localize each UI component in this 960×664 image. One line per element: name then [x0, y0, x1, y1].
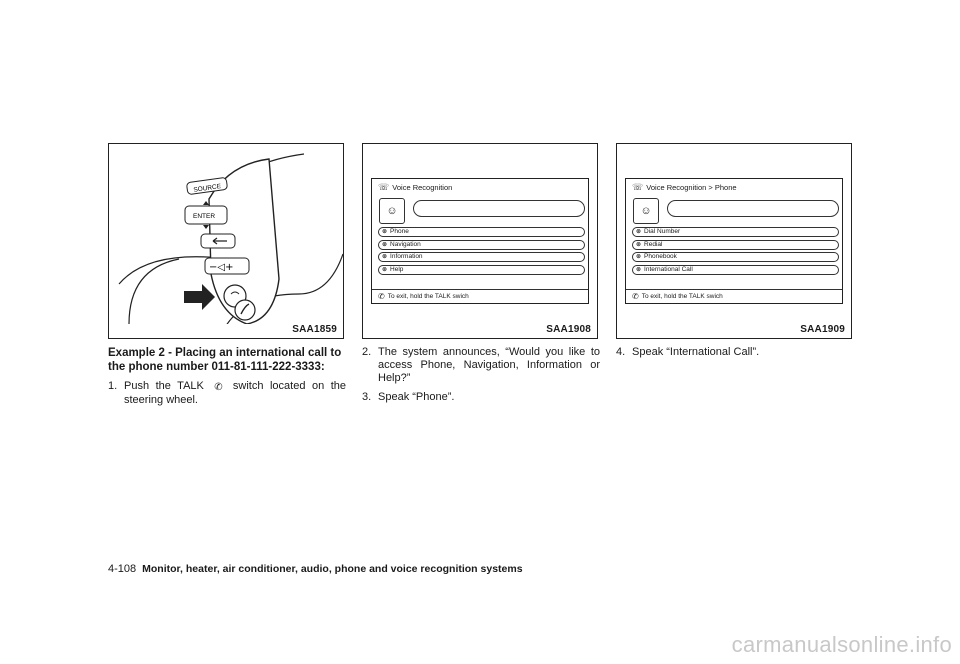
option-dial-number[interactable]: ⊛ Dial Number [632, 227, 839, 237]
option-redial[interactable]: ⊛ Redial [632, 240, 839, 250]
voice-prompt-icon: ☺ [633, 198, 659, 224]
example-heading: Example 2 - Placing an international call to the phone number 011-81-111-222-3333: [108, 347, 342, 373]
option-international-call[interactable]: ⊛ International Call [632, 265, 839, 275]
item-bullet-icon: ⊛ [636, 241, 642, 248]
svg-text:−◁+: −◁+ [209, 262, 234, 273]
item-bullet-icon: ⊛ [382, 241, 388, 248]
figure-code: SAA1909 [800, 324, 845, 335]
item-bullet-icon: ⊛ [636, 254, 642, 260]
column-1 [108, 346, 346, 413]
pointer-arrow [184, 284, 215, 310]
phone-menu-screen [625, 178, 843, 304]
screen-title: ☏ Voice Recognition > Phone [632, 182, 737, 192]
item-bullet-icon: ⊛ [382, 266, 388, 273]
option-phonebook[interactable]: ⊛ Phonebook [632, 252, 839, 262]
column-3 [616, 346, 854, 365]
option-navigation[interactable]: ⊛ Navigation [378, 240, 585, 250]
voice-recognition-icon: ☏ [632, 182, 644, 192]
step-1: 1. Push the TALK ✆ switch located on the steering wheel. [108, 380, 346, 406]
screen-footer: ✆ To exit, hold the TALK swich [626, 289, 842, 303]
enter-label: ENTER [193, 213, 216, 220]
option-phone[interactable]: ⊛ Phone [378, 227, 585, 237]
section-title: Monitor, heater, air conditioner, audio, phone and voice recognition systems [142, 563, 523, 575]
column-2 [362, 346, 600, 410]
recognition-display [667, 200, 839, 217]
figure-code: SAA1908 [546, 324, 591, 335]
voice-recognition-icon: ☏ [378, 182, 390, 192]
option-list [378, 227, 585, 277]
phone-menu-figure [616, 143, 852, 339]
item-bullet-icon: ⊛ [636, 229, 642, 235]
screen-footer: ✆ To exit, hold the TALK swich [372, 289, 588, 303]
option-information[interactable]: ⊛ Information [378, 252, 585, 262]
option-list [632, 227, 839, 277]
page-footer [108, 563, 523, 575]
talk-switch-icon: ✆ [378, 291, 385, 301]
source-label: SOURCE [192, 183, 222, 194]
screen-title: ☏ Voice Recognition [378, 182, 453, 192]
step-2: 2. The system announces, “Would you like to access Phone, Navigation, Information or Help?” [362, 346, 600, 384]
step-4: 4. Speak “International Call”. [616, 346, 760, 358]
step-3: 3. Speak “Phone”. [362, 391, 455, 403]
page-number: 4-108 [108, 563, 137, 575]
steering-switch-figure [108, 143, 344, 339]
item-bullet-icon: ⊛ [382, 254, 388, 260]
watermark: carmanualsonline.info [731, 632, 952, 657]
steering-wheel-illustration [109, 144, 343, 324]
talk-switch-icon: ✆ [214, 382, 223, 393]
voice-prompt-icon: ☺ [379, 198, 405, 224]
item-bullet-icon: ⊛ [382, 229, 388, 235]
voice-recognition-screen [371, 178, 589, 304]
voice-recognition-figure [362, 143, 598, 339]
talk-switch-icon: ✆ [632, 291, 639, 301]
option-help[interactable]: ⊛ Help [378, 265, 585, 275]
recognition-display [413, 200, 585, 217]
item-bullet-icon: ⊛ [636, 266, 642, 273]
phone-button [235, 300, 255, 320]
figure-code: SAA1859 [292, 324, 337, 335]
